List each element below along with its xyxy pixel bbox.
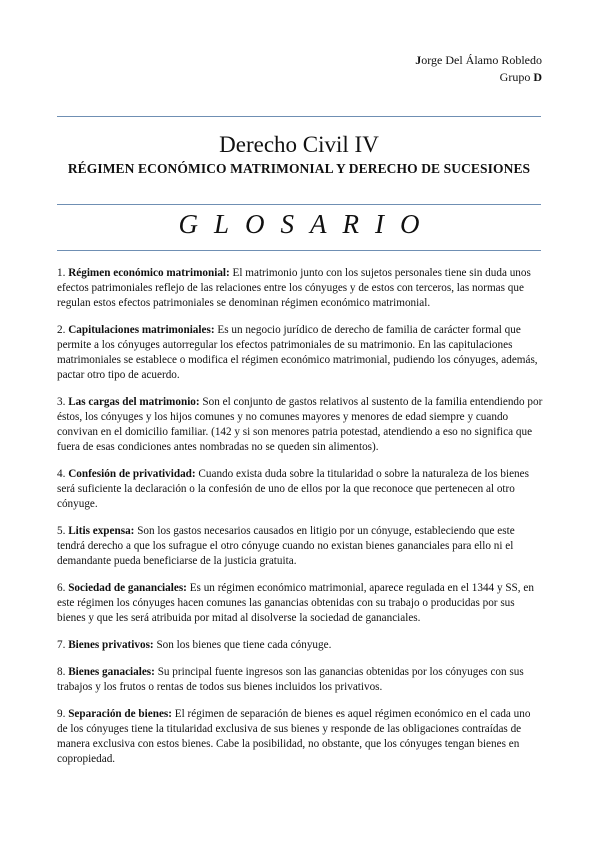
author-name xyxy=(415,52,542,69)
entry-definition: Es un negocio jurídico de derecho de familia de carácter formal que permite a los cónyuges autorregular los efectos patrimoniales de su matrimonio. En las capitulaciones matrimoniales se establece o modifica el régimen económico matrimonial, pudiendo los cónyuges, además, pactar otro tipo de acuerdo. xyxy=(57,324,538,381)
glossary-entry xyxy=(57,581,543,626)
entry-number: 3. xyxy=(57,396,66,408)
glosario-top-divider xyxy=(57,204,541,205)
glossary-entry xyxy=(57,524,543,569)
entry-number: 4. xyxy=(57,468,66,480)
group-letter: D xyxy=(533,70,542,84)
entry-definition: El régimen de separación de bienes es aquel régimen económico en el cada uno de los cónyuges tiene la titularidad exclusiva de sus bienes y responde de las obligaciones contraídas de manera exclusiva con estos bienes. Cabe la posibilidad, no obstante, que los cónyuges tengan bienes en copropiedad. xyxy=(57,708,531,765)
group-line xyxy=(415,69,542,86)
entry-number: 1. xyxy=(57,267,66,279)
entry-term: Bienes privativos: xyxy=(68,639,154,651)
entry-definition: Cuando exista duda sobre la titularidad o sobre la naturaleza de los bienes será suficiente la declaración o la confesión de uno de ellos por la que reconoce que pertenecen al otro cónyuge. xyxy=(57,468,529,510)
document-title: Derecho Civil IV xyxy=(219,132,379,157)
entry-term: Capitulaciones matrimoniales: xyxy=(68,324,215,336)
entry-term: Separación de bienes: xyxy=(68,708,172,720)
entry-definition: Son el conjunto de gastos relativos al sustento de la familia entendiendo por éstos, los cónyuges y los hijos comunes y no comunes mayores y menores de edad siempre y cuando convivan en el domicilio familiar. (142 y si son menores patria potestad, atendiendo a eso no significa que fuera de esas condiciones antes nombradas no se queden sin alimentos). xyxy=(57,396,543,453)
entry-number: 2. xyxy=(57,324,66,336)
group-label: Grupo xyxy=(499,70,534,84)
glosario-heading: GLOSARIO xyxy=(178,209,436,239)
entry-number: 8. xyxy=(57,666,66,678)
glossary-list xyxy=(57,266,543,779)
entry-term: Las cargas del matrimonio: xyxy=(68,396,200,408)
entry-term: Confesión de privatividad: xyxy=(68,468,196,480)
glossary-entry xyxy=(57,323,543,383)
entry-number: 9. xyxy=(57,708,66,720)
glossary-entry xyxy=(57,467,543,512)
author-name-rest: orge Del Álamo Robledo xyxy=(421,53,542,67)
entry-term: Sociedad de gananciales: xyxy=(68,582,187,594)
glossary-entry xyxy=(57,395,543,455)
document-subtitle: RÉGIMEN ECONÓMICO MATRIMONIAL Y DERECHO DE SUCESIONES xyxy=(67,161,531,176)
entry-definition: Son los bienes que tiene cada cónyuge. xyxy=(153,639,332,651)
glosario-bottom-divider xyxy=(57,250,541,251)
top-divider xyxy=(57,116,541,117)
entry-definition: Son los gastos necesarios causados en litigio por un cónyuge, estableciendo que este tendrá derecho a que los sufrague el otro cónyuge cuando no existan bienes gananciales para ello ni el demandante pueda beneficiarse de la justicia gratuita. xyxy=(57,525,515,567)
glossary-entry xyxy=(57,638,543,653)
entry-definition: Su principal fuente ingresos son las ganancias obtenidas por los cónyuges con sus trabajos y los frutos o rentas de todos sus bienes incluidos los privativos. xyxy=(57,666,524,693)
entry-term: Bienes ganaciales: xyxy=(68,666,155,678)
entry-term: Litis expensa: xyxy=(68,525,135,537)
entry-number: 7. xyxy=(57,639,66,651)
entry-number: 6. xyxy=(57,582,66,594)
glossary-entry xyxy=(57,707,543,767)
author-initial: J xyxy=(415,53,422,67)
entry-number: 5. xyxy=(57,525,66,537)
entry-definition: Es un régimen económico matrimonial, aparece regulada en el 1344 y SS, en este régimen los cónyuges hacen comunes las ganancias obtenidas con su trabajo o producidas por sus bienes y que les será atribuida por mitad al disolverse la sociedad de gananciales. xyxy=(57,582,534,624)
entry-term: Régimen económico matrimonial: xyxy=(68,267,230,279)
entry-definition: El matrimonio junto con los sujetos personales tiene sin duda unos efectos patrimoniales reflejo de las relaciones entre los cónyuges y de estos con terceros, las normas que regulan estos efectos patrimoniales se denominan régimen económico matrimonial. xyxy=(57,267,531,309)
glossary-entry xyxy=(57,665,543,695)
glossary-entry xyxy=(57,266,543,311)
author-block xyxy=(415,52,542,86)
